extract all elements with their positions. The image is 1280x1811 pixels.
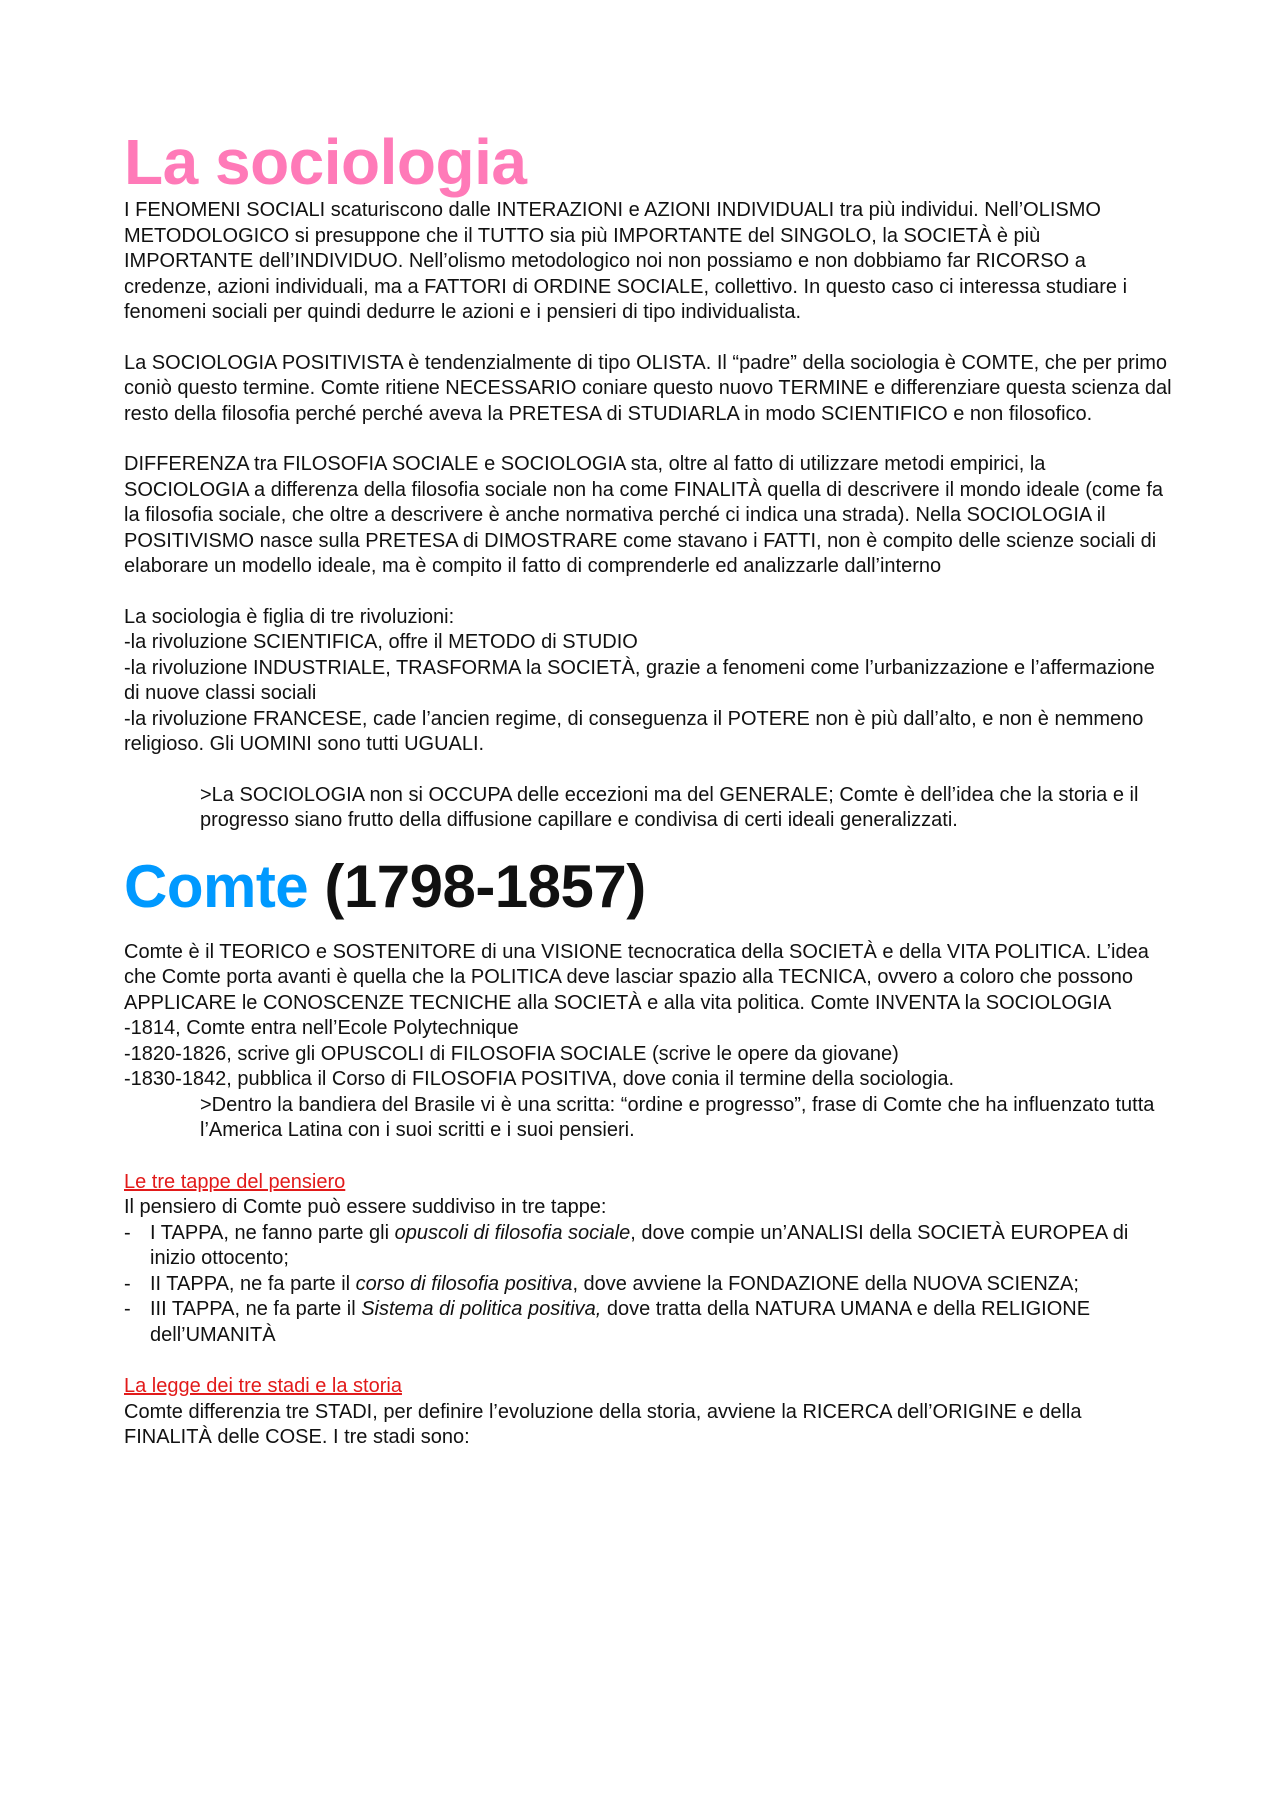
paragraph-olismo: I FENOMENI SOCIALI scaturiscono dalle INTERAZIONI e AZIONI INDIVIDUALI tra più individui. Nell’OLISMO METODOLOGICO si presuppone che il TUTTO sia più IMPORTANTE del SINGOLO, la SOCIETÀ è più IMPORTANTE dell’INDIVIDUO. Nell’olismo metodologico noi non possiamo e non dobbiamo far RICORSO a credenze, azioni individuali, ma a FATTORI di ORDINE SOCIALE, collettivo. In questo caso ci interessa studiare i fenomeni sociali per quindi dedurre le azioni e i pensieri di tipo individualista. (124, 199, 1128, 323)
note-generale: >La SOCIOLOGIA non si OCCUPA delle eccezioni ma del GENERALE; Comte è dell’idea che la storia e il progresso siano frutto della diffusione capillare e condivisa di certi ideali generalizzati. (200, 783, 1139, 831)
heading-tre-tappe: Le tre tappe del pensiero (124, 1170, 346, 1193)
tappe-intro: Il pensiero di Comte può essere suddiviso in tre tappe: (124, 1196, 607, 1218)
note-brasile: >Dentro la bandiera del Brasile vi è una scritta: “ordine e progresso”, frase di Comte che ha influenzato tutta l’America Latina con i suoi scritti e i suoi pensieri. (200, 1093, 1155, 1141)
tappe-list (124, 1221, 1174, 1349)
paragraph-tre-stadi: Comte differenzia tre STADI, per definire l’evoluzione della storia, avviene la RICERCA dell’ORIGINE e della FINALITÀ delle COSE. I tre stadi sono: (124, 1400, 1082, 1448)
paragraph-differenza: DIFFERENZA tra FILOSOFIA SOCIALE e SOCIOLOGIA sta, oltre al fatto di utilizzare metodi empirici, la SOCIOLOGIA a differenza della filosofia sociale non ha come FINALITÀ quella di descrivere il mondo ideale (come fa la filosofia sociale, che oltre a descrivere è anche normativa perché ci indica una strada). Nella SOCIOLOGIA il POSITIVISMO nasce sulla PRETESA di DIMOSTRARE come stavano i FATTI, non è compito delle scienze sociali di elaborare un modello ideale, ma è compito il fatto di comprenderle ed analizzarle dall’interno (124, 453, 1164, 577)
title-comte-name: Comte (124, 852, 309, 920)
heading-tre-stadi: La legge dei tre stadi e la storia (124, 1375, 402, 1397)
paragraph-comte-intro: Comte è il TEORICO e SOSTENITORE di una VISIONE tecnocratica della SOCIETÀ e della VITA POLITICA. L’idea che Comte porta avanti è quella che la POLITICA deve lasciar spazio alla TECNICA, ovvero a coloro che possono APPLICARE le CONOSCENZE TECNICHE alla SOCIETÀ e alla vita politica. Comte INVENTA la SOCIOLOGIA (124, 940, 1149, 1014)
work-title: corso di filosofia positiva (355, 1272, 573, 1295)
revolution-item-industriale: -la rivoluzione INDUSTRIALE, TRASFORMA la SOCIETÀ, grazie a fenomeni come l’urbanizzazione e l’affermazione di nuove classi sociali (124, 656, 1155, 704)
paragraph-sociologia-positivista: La SOCIOLOGIA POSITIVISTA è tendenzialmente di tipo OLISTA. Il “padre” della sociologia è COMTE, che per primo coniò questo termine. Comte ritiene NECESSARIO coniare questo nuovo TERMINE e differenziare questa scienza dal resto della filosofia perché perché aveva la PRETESA di STUDIARLA in modo SCIENTIFICO e non filosofico. (124, 351, 1172, 425)
tappa-item-3: - III TAPPA, ne fa parte il Sistema di politica positiva, dove tratta della NATURA UMANA e della RELIGIONE dell’UMANITÀ (124, 1297, 1174, 1348)
tappa-item-2: - II TAPPA, ne fa parte il corso di filosofia positiva, dove avviene la FONDAZIONE della NUOVA SCIENZA; (124, 1272, 1174, 1298)
timeline-item-1830: -1830-1842, pubblica il Corso di FILOSOFIA POSITIVA, dove conia il termine della sociologia. (124, 1068, 955, 1090)
revolution-item-scientifica: -la rivoluzione SCIENTIFICA, offre il METODO di STUDIO (124, 631, 638, 653)
timeline-item-1820: -1820-1826, scrive gli OPUSCOLI di FILOSOFIA SOCIALE (scrive le opere da giovane) (124, 1042, 899, 1065)
revolutions-intro: La sociologia è figlia di tre rivoluzioni: (124, 605, 455, 628)
title-comte (124, 852, 1174, 922)
tappa-item-1: - I TAPPA, ne fanno parte gli opuscoli di filosofia sociale, dove compie un’ANALISI della SOCIETÀ EUROPEA di inizio ottocento; (124, 1221, 1174, 1272)
work-title: Sistema di politica positiva, (361, 1298, 602, 1320)
title-sociologia: La sociologia (124, 126, 527, 198)
revolution-item-francese: -la rivoluzione FRANCESE, cade l’ancien regime, di conseguenza il POTERE non è più dall’alto, e non è nemmeno religioso. Gli UOMINI sono tutti UGUALI. (124, 707, 1144, 755)
page-content (124, 126, 1174, 1451)
work-title: opuscoli di filosofia sociale (394, 1221, 631, 1244)
title-comte-years: (1798-1857) (324, 852, 646, 920)
timeline-item-1814: -1814, Comte entra nell’Ecole Polytechnique (124, 1017, 519, 1039)
